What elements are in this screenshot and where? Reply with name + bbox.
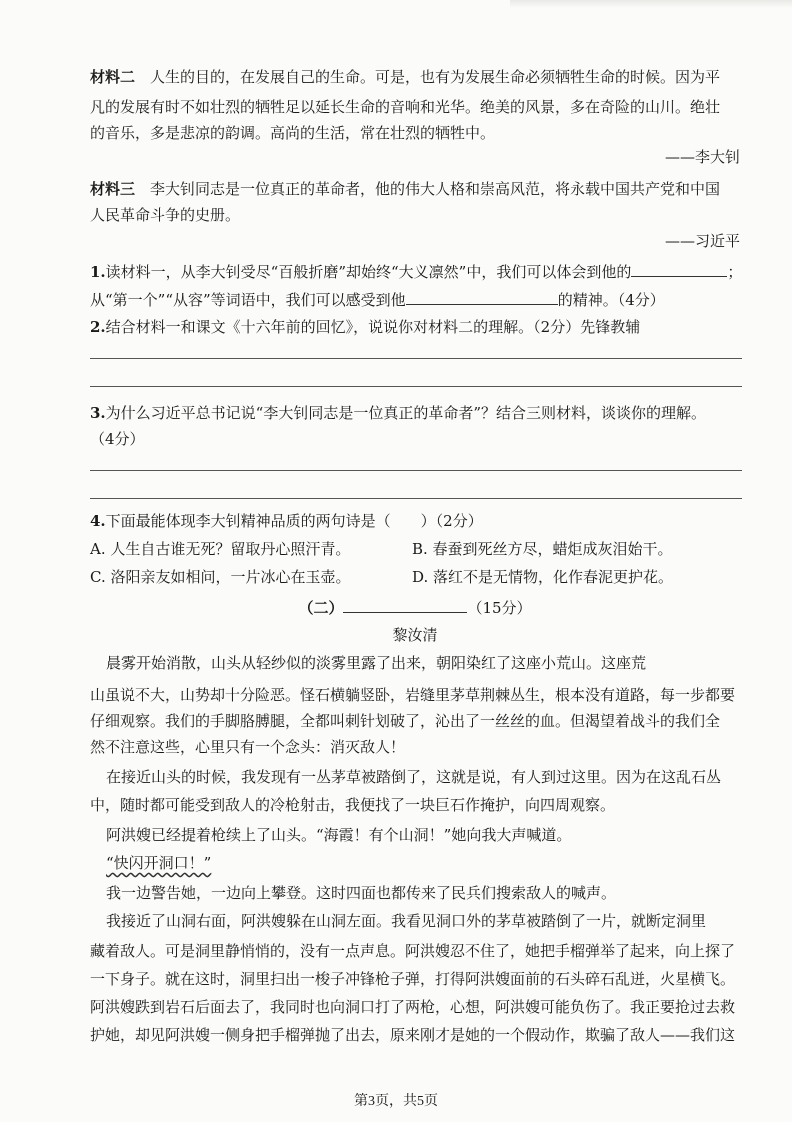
question-1-line2: 从“第一个”“从容”等词语中，我们可以感受到他 的精神。（4分） (90, 288, 740, 311)
q2-answer-line-1[interactable] (90, 358, 742, 359)
material3-label: 材料三 (90, 180, 136, 198)
question-3-score: （4分） (90, 430, 145, 448)
story-p1-line4: 然不注意这些，心里只有一个念头：消灭敌人！ (90, 738, 406, 756)
material2-label: 材料二 (90, 68, 136, 86)
material3-line1: 材料三 李大钊同志是一位真正的革命者，他的伟大人格和崇高风范，将永载中国共产党和中国 (90, 180, 721, 198)
story-p6-line4: 阿洪嫂跌到岩石后面去了，我同时也向洞口打了两枪，心想，阿洪嫂可能负伤了。我正要抢过去救 (90, 998, 736, 1016)
question-2: 2.结合材料一和课文《十六年前的回忆》，说说你对材料二的理解。（2分）先锋教辅 (90, 318, 641, 336)
q3-answer-line-1[interactable] (90, 470, 742, 471)
story-p2-line2: 中，随时都可能受到敌人的冷枪射击，我便找了一块巨石作掩护，向四周观察。 (90, 796, 616, 814)
q4-option-a[interactable]: A. 人生自古谁无死？留取丹心照汗青。 (90, 540, 351, 558)
q1-answer-blank-1[interactable] (631, 260, 727, 277)
story-p2-line1: 在接近山头的时候，我发现有一丛茅草被踏倒了，这就是说，有人到过这里。因为在这乱石丛 (106, 768, 722, 786)
material2-line2: 凡的发展有时不如壮烈的牺牲足以延长生命的音响和光华。绝美的风景，多在奇险的山川。绝壮 (90, 98, 721, 116)
story-p4-quote: “快闪开洞口！” (106, 854, 212, 872)
material2-line1: 材料二 人生的目的，在发展自己的生命。可是，也有为发展生命必须牺牲生命的时候。因为平 (90, 68, 721, 86)
material3-source: ——习近平 (664, 232, 740, 250)
story-p3: 阿洪嫂已经提着枪续上了山头。“海霞！有个山洞！”她向我大声喊道。 (106, 826, 572, 844)
scan-edge (510, 0, 792, 8)
question-4: 4.下面最能体现李大钊精神品质的两句诗是（ ）（2分） (90, 512, 483, 530)
section2-title-blank[interactable] (343, 596, 467, 613)
q1-answer-blank-2[interactable] (406, 288, 558, 305)
material3-line2: 人民革命斗争的史册。 (90, 206, 241, 224)
material2-source: ——李大钊 (664, 148, 740, 166)
material2-line3: 的音乐，多是悲凉的韵调。高尚的生活，常在壮烈的牺牲中。 (90, 124, 496, 142)
q4-option-b[interactable]: B. 春蚕到死丝方尽，蜡炬成灰泪始干。 (412, 540, 673, 558)
q4-option-d[interactable]: D. 落红不是无情物，化作春泥更护花。 (412, 568, 674, 586)
page-number: 第3页，共5页 (354, 1094, 438, 1109)
question-1-line1: 1.读材料一，从李大钊受尽“百般折磨”却始终“大义凛然”中，我们可以体会到他的 ； (90, 260, 740, 283)
story-p1-line3: 仔细观察。我们的手脚胳膊腿，全都叫刺针划破了，沁出了一丝丝的血。但渴望着战斗的我们全 (90, 712, 721, 730)
q3-answer-line-2[interactable] (90, 498, 742, 499)
story-p5: 我一边警告她，一边向上攀登。这时四面也都传来了民兵们搜索敌人的喊声。 (106, 884, 617, 902)
q4-option-c[interactable]: C. 洛阳亲友如相问，一片冰心在玉壶。 (90, 568, 351, 586)
story-p6-line5: 护她，却见阿洪嫂一侧身把手榴弹抛了出去，原来刚才是她的一个假动作，欺骗了敌人——我们这 (90, 1026, 736, 1044)
story-p1-line2: 山虽说不大，山势却十分险恶。怪石横躺竖卧，岩缝里茅草荆棘丛生，根本没有道路，每一步都要 (90, 686, 736, 704)
story-p1-line1: 晨雾开始消散，山头从轻纱似的淡雾里露了出来，朝阳染红了这座小荒山。这座荒 (106, 654, 647, 672)
q2-answer-line-2[interactable] (90, 386, 742, 387)
story-p6-line1: 我接近了山洞右面，阿洪嫂躲在山洞左面。我看见洞口外的茅草被踏倒了一片，就断定洞里 (106, 912, 707, 930)
section2-author: 黎汝清 (392, 626, 438, 644)
question-3: 3.为什么习近平总书记说“李大钊同志是一位真正的革命者”？结合三则材料，谈谈你的理解。 (90, 404, 707, 422)
story-p4 (106, 852, 756, 874)
section2-header: （二） （15分） (90, 596, 740, 619)
story-p6-line2: 藏着敌人。可是洞里静悄悄的，没有一点声息。阿洪嫂忍不住了，她把手榴弹举了起来，向上探了 (90, 942, 736, 960)
story-p6-line3: 一下身子。就在这时，洞里扫出一梭子冲锋枪子弹，打得阿洪嫂面前的石头碎石乱迸，火星横飞。 (90, 970, 736, 988)
